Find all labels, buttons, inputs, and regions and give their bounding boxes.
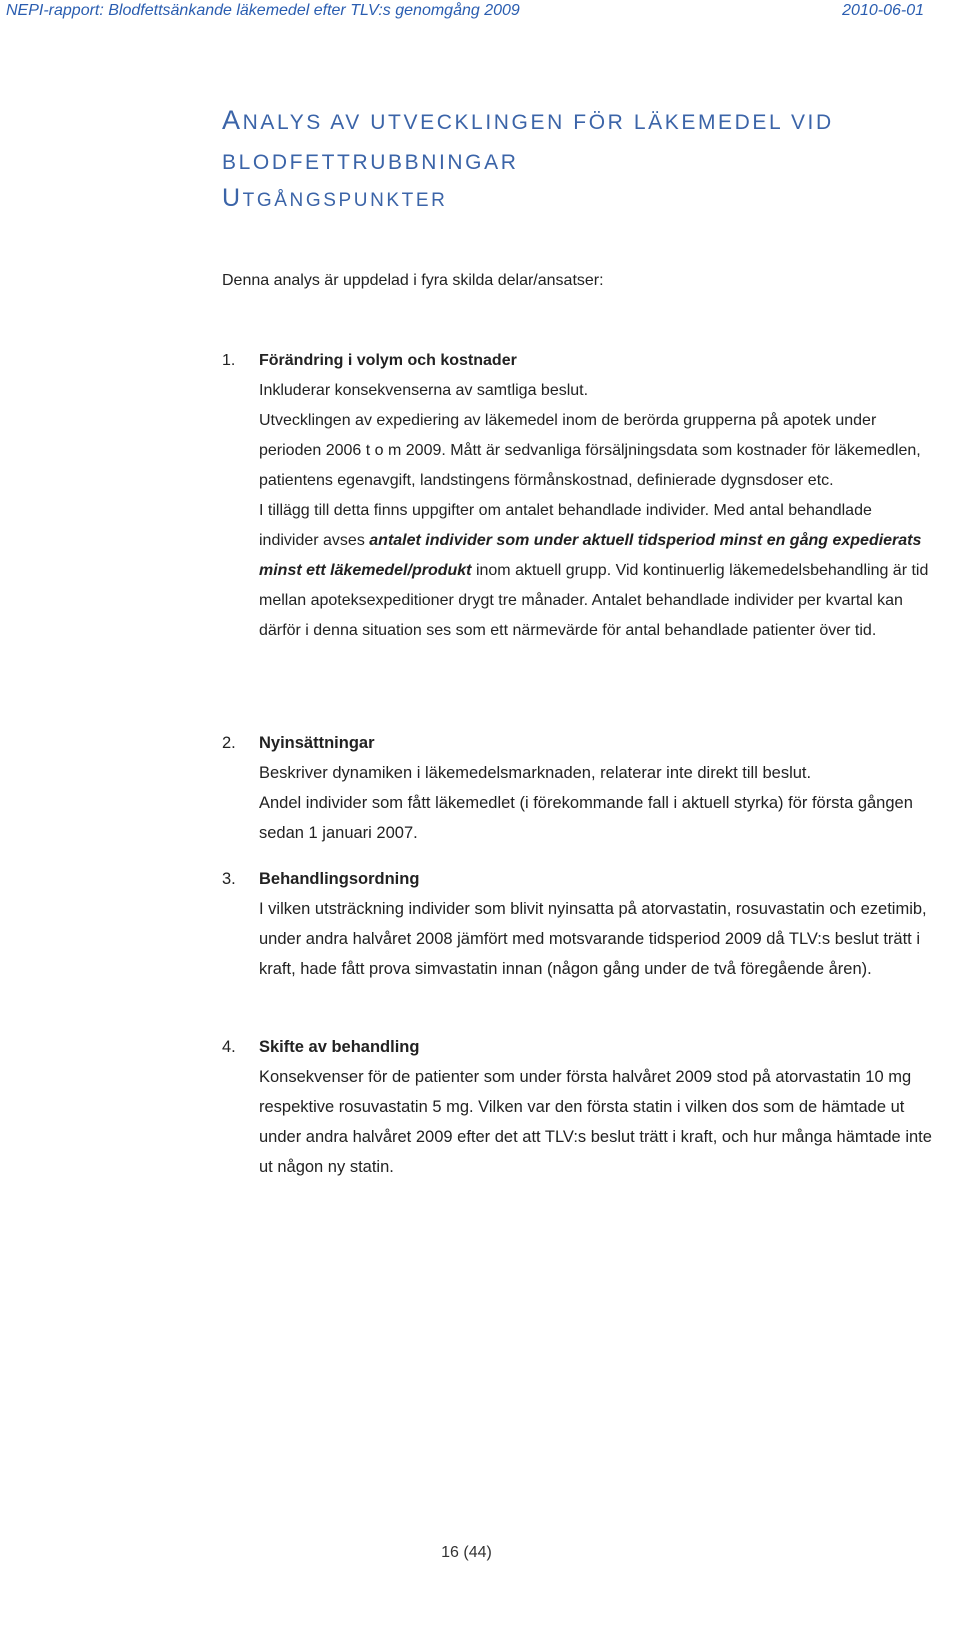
list-item-2: [222, 728, 932, 848]
list-item-3: [222, 864, 932, 984]
page-title: [222, 100, 922, 183]
section-heading: [222, 184, 447, 213]
title-initial: A: [222, 105, 243, 135]
list-item-paragraph: Utvecklingen av expediering av läkemedel inom de berörda grupperna på apotek under perioden 2006 t o m 2009. Mått är sedvanliga försäljningsdata som kostnader för läkemedlen, patientens egenavgift, landstingens förmånskostnad, definierade dygnsdoser etc.: [259, 412, 921, 489]
list-number: 4.: [222, 1038, 236, 1056]
section-heading-rest: TGÅNGSPUNKTER: [242, 190, 448, 211]
list-number: 1.: [222, 352, 236, 369]
list-item-heading: Skifte av behandling: [259, 1038, 420, 1056]
section-initial: U: [222, 184, 243, 212]
title-line-1: [222, 100, 922, 143]
emphasized-definition: antalet individer som under aktuell tidsperiod minst en gång expedierats minst ett läkemedel/produkt: [259, 532, 922, 579]
list-item-paragraph: I vilken utsträckning individer som blivit nyinsatta på atorvastatin, rosuvastatin och ezetimib, under andra halvåret 2008 jämfört med motsvarande tidsperiod 2009 då TLV:s beslut trätt i kraft, hade fått prova simvastatin innan (någon gång under de två föregående åren).: [259, 900, 927, 978]
page-number: 16 (44): [441, 1544, 492, 1561]
list-number: 3.: [222, 870, 236, 888]
list-item-1: [222, 346, 932, 646]
paragraph-text: inom aktuell grupp. Vid kontinuerlig läkemedelsbehandling är tid mellan apoteksexpeditioner drygt tre månader. Antalet behandlade individer per kvartal kan därför i denna situation ses som ett närmevärde för antal behandlade patienter över tid.: [259, 562, 929, 639]
list-item-paragraph: Andel individer som fått läkemedlet (i förekommande fall i aktuell styrka) för första gången sedan 1 januari 2007.: [259, 794, 913, 842]
list-item-paragraph: Beskriver dynamiken i läkemedelsmarknaden, relaterar inte direkt till beslut.: [259, 764, 812, 782]
list-item-heading: Behandlingsordning: [259, 870, 420, 888]
title-line-1-rest: NALYS AV UTVECKLINGEN FÖR LÄKEMEDEL VID: [242, 111, 834, 134]
title-line-2: BLODFETTRUBBNINGAR: [222, 151, 519, 174]
page-header: [0, 0, 960, 26]
list-item-paragraph: [259, 496, 932, 646]
list-number: 2.: [222, 734, 236, 752]
header-report-title: NEPI-rapport: Blodfettsänkande läkemedel efter TLV:s genomgång 2009: [6, 2, 520, 19]
paragraph-text: I tillägg till detta finns uppgifter om antalet behandlade individer. Med antal behandlade individer avses: [259, 502, 872, 549]
list-item-paragraph: Inkluderar konsekvenserna av samtliga beslut.: [259, 382, 589, 399]
header-date: 2010-06-01: [842, 2, 924, 19]
intro-paragraph: Denna analys är uppdelad i fyra skilda delar/ansatser:: [222, 272, 604, 289]
list-item-4: [222, 1032, 932, 1182]
list-item-paragraph: Konsekvenser för de patienter som under första halvåret 2009 stod på atorvastatin 10 mg respektive rosuvastatin 5 mg. Vilken var den första statin i vilken dos som de hämtade ut under andra halvåret 2009 efter det att TLV:s beslut trätt i kraft, och hur många hämtade inte ut någon ny statin.: [259, 1068, 932, 1176]
list-item-heading: Förändring i volym och kostnader: [259, 352, 517, 369]
list-item-heading: Nyinsättningar: [259, 734, 375, 752]
